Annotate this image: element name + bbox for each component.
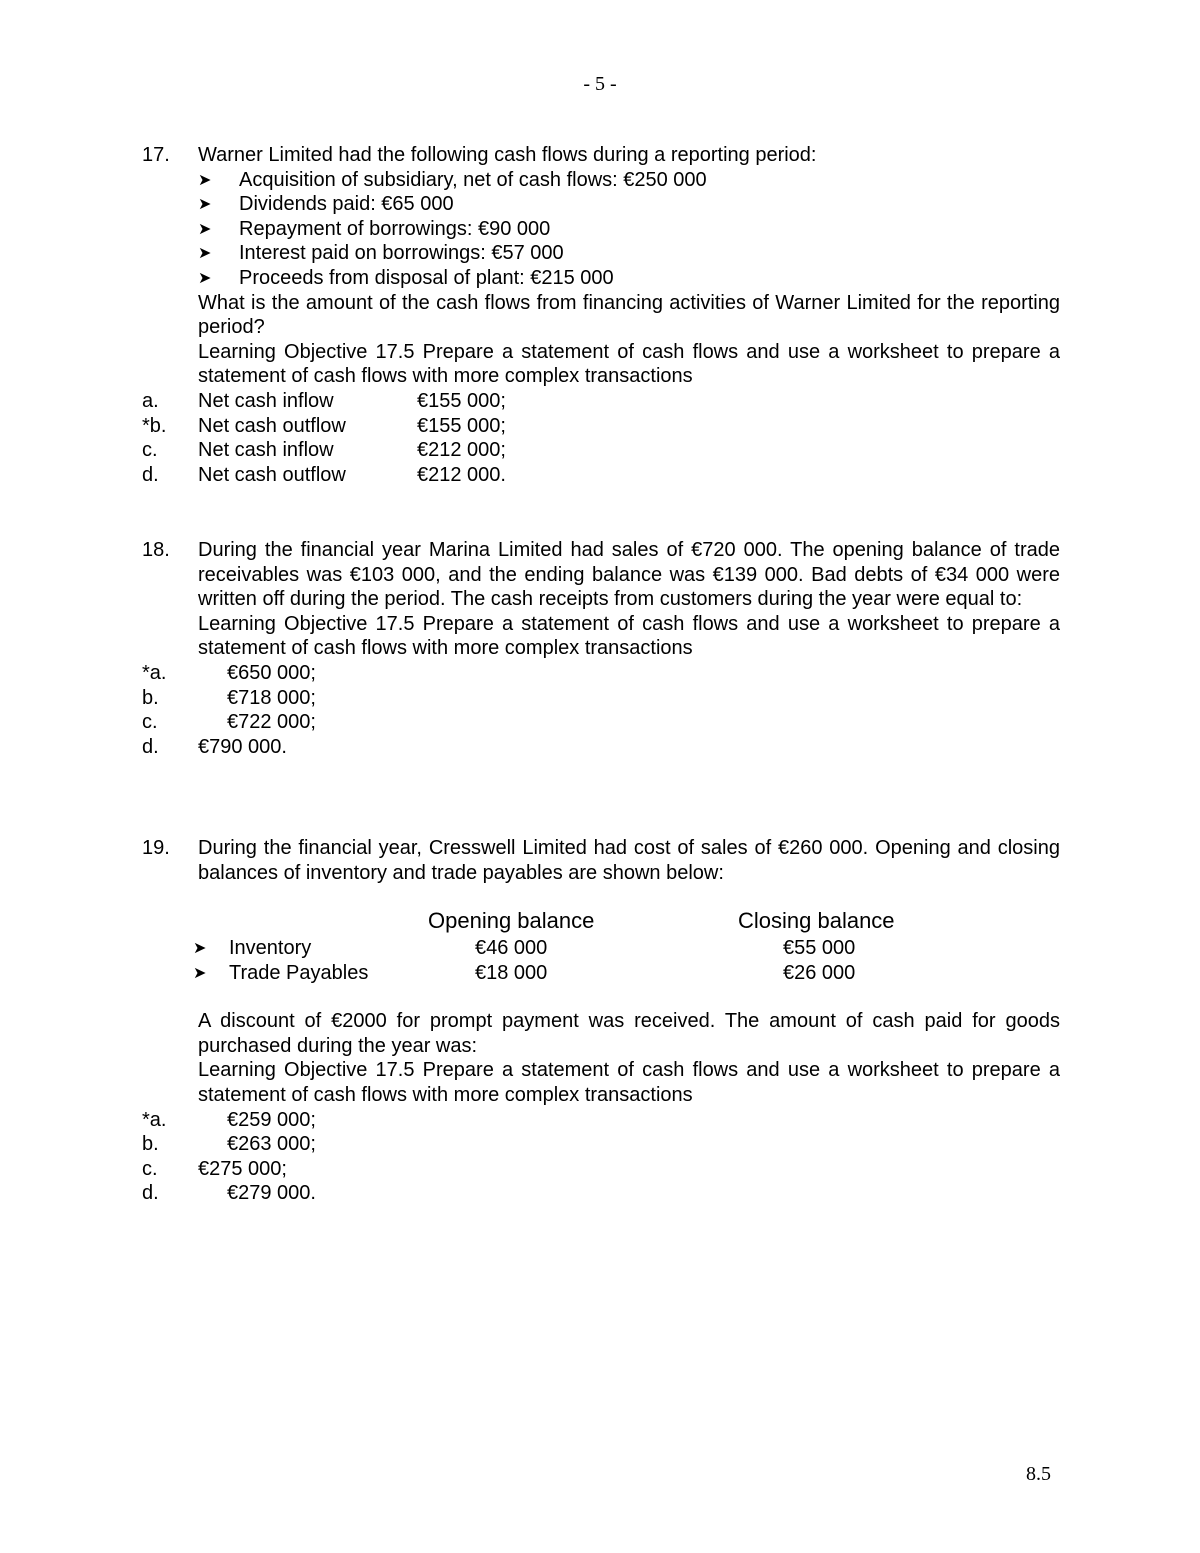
question-18: [142, 538, 1060, 759]
arrow-bullet-icon: ➤: [193, 938, 207, 958]
arrow-bullet-icon: ➤: [198, 218, 212, 238]
arrow-bullet-icon: ➤: [198, 194, 212, 214]
list-item: ➤ Repayment of borrowings: €90 000: [198, 217, 551, 240]
answer-option: *a. €259 000;: [142, 1108, 316, 1131]
answer-option: d. €279 000.: [142, 1182, 316, 1205]
list-item: ➤ Acquisition of subsidiary, net of cash flows: €250 000: [198, 168, 707, 191]
balances-table: [142, 909, 1060, 985]
row-item: Inventory: [229, 937, 312, 960]
opening-value: €46 000: [475, 937, 548, 960]
answer-option: b. €263 000;: [142, 1133, 316, 1156]
page-header: - 5 -: [583, 73, 617, 95]
arrow-bullet-icon: ➤: [198, 169, 212, 189]
answer-option: a. Net cash inflow €155 000;: [142, 389, 506, 412]
answer-option: c. €275 000;: [142, 1157, 287, 1180]
answer-option: *b. Net cash outflow €155 000;: [142, 414, 506, 437]
closing-value: €55 000: [783, 937, 856, 960]
question-number: 19.: [142, 837, 170, 859]
list-item: ➤ Dividends paid: €65 000: [198, 193, 454, 216]
learning-objective: Learning Objective 17.5 Prepare a statement of cash flows and use a worksheet to prepare a statement of cash flows with more complex transactions: [198, 340, 1060, 388]
question-text-2: A discount of €2000 for prompt payment was received. The amount of cash paid for goods purchased during the year was:: [198, 1010, 1060, 1057]
table-row: [142, 936, 311, 961]
question-text: What is the amount of the cash flows from financing activities of Warner Limited for the reporting period?: [198, 291, 1060, 339]
answer-option: b. €718 000;: [142, 686, 316, 709]
learning-objective: Learning Objective 17.5 Prepare a statement of cash flows and use a worksheet to prepare a statement of cash flows with more complex transactions: [198, 1059, 1060, 1106]
column-header-closing: Closing balance: [738, 908, 895, 934]
arrow-bullet-icon: ➤: [198, 267, 212, 287]
answer-option: d. €790 000.: [142, 735, 287, 758]
list-item: ➤ Interest paid on borrowings: €57 000: [198, 242, 564, 265]
row-item: Trade Payables: [229, 962, 369, 985]
arrow-bullet-icon: ➤: [198, 243, 212, 263]
list-item: ➤ Proceeds from disposal of plant: €215 000: [198, 266, 614, 289]
page-footer: 8.5: [1026, 1463, 1051, 1485]
question-number: 18.: [142, 539, 170, 561]
table-row: [142, 961, 368, 986]
column-header-opening: Opening balance: [428, 908, 595, 934]
opening-value: €18 000: [475, 962, 548, 985]
answer-option: c. €722 000;: [142, 711, 316, 734]
arrow-bullet-icon: ➤: [193, 963, 207, 983]
answer-option: d. Net cash outflow €212 000.: [142, 463, 506, 486]
learning-objective: Learning Objective 17.5 Prepare a statement of cash flows and use a worksheet to prepare a statement of cash flows with more complex transactions: [198, 612, 1060, 660]
answer-option: c. Net cash inflow €212 000;: [142, 439, 506, 462]
question-19: [142, 836, 1060, 1206]
question-number: 17.: [142, 144, 170, 166]
question-17: [142, 143, 1060, 487]
question-text: During the financial year, Cresswell Limited had cost of sales of €260 000. Opening and closing balances of inventory and trade payables are shown below:: [198, 837, 1060, 884]
answer-option: *a. €650 000;: [142, 661, 316, 684]
question-text: During the financial year Marina Limited had sales of €720 000. The opening balance of trade receivables was €103 000, and the ending balance was €139 000. Bad debts of €34 000 were written off during the period. The cash receipts from customers during the year were equal to:: [198, 539, 1060, 611]
closing-value: €26 000: [783, 962, 856, 985]
question-intro: Warner Limited had the following cash flows during a reporting period:: [198, 144, 817, 166]
